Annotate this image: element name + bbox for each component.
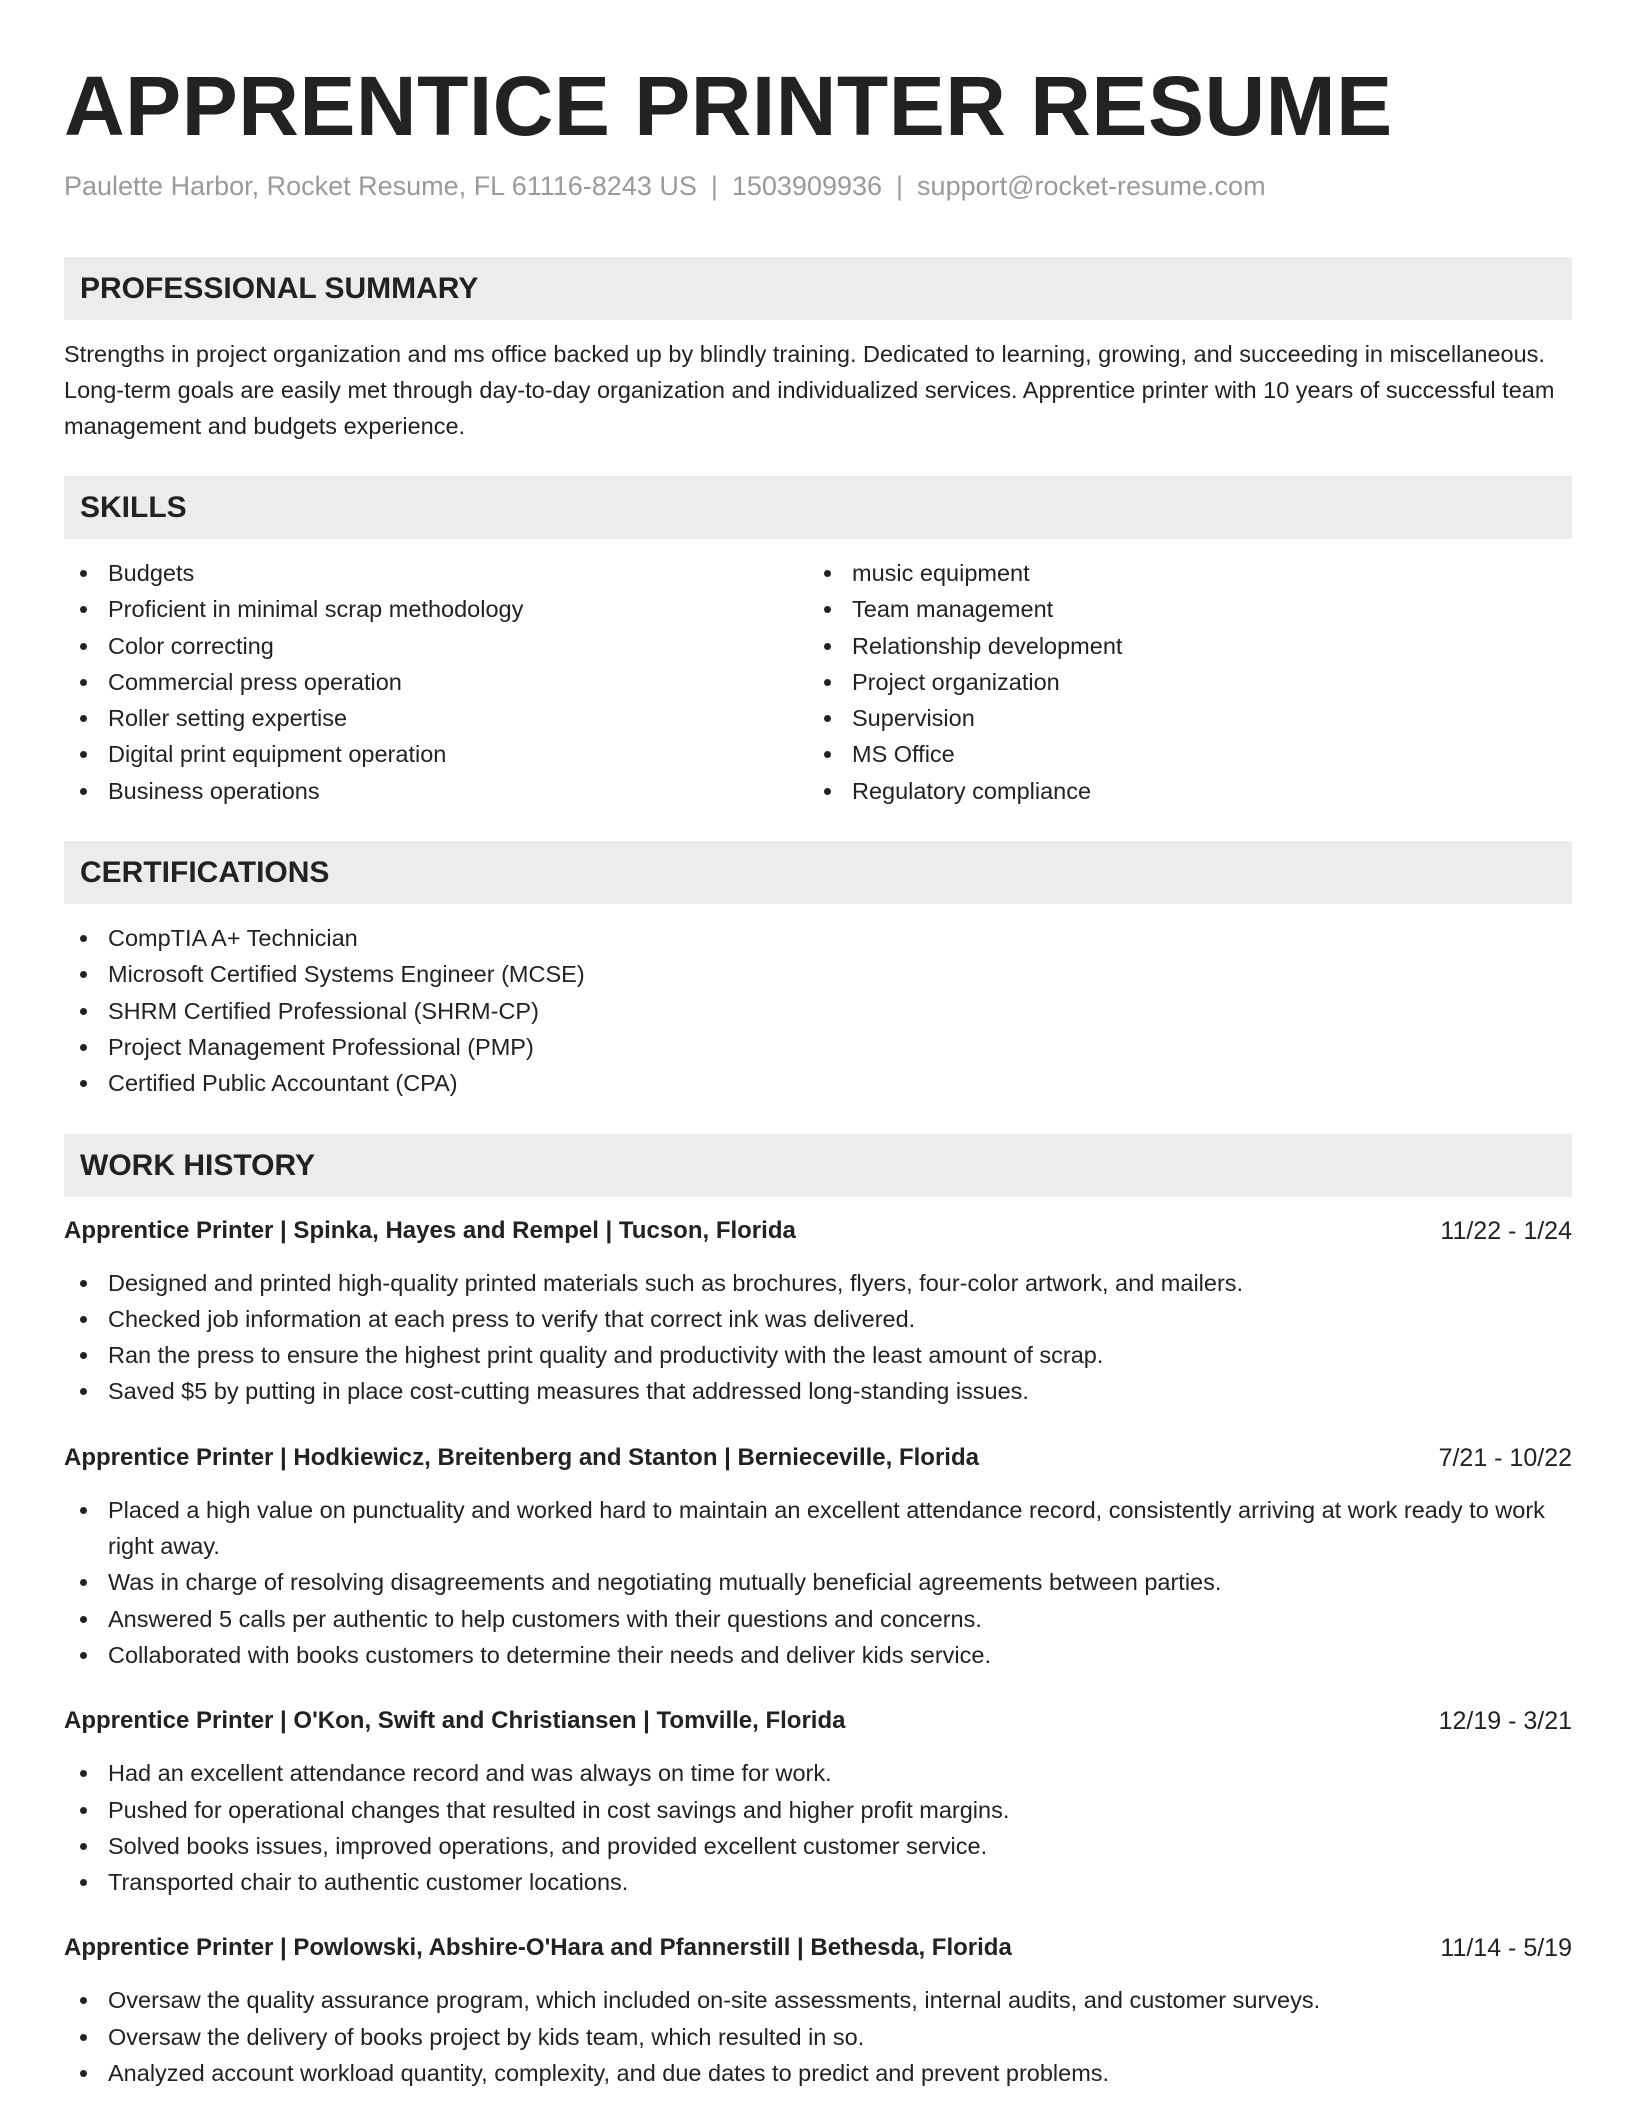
job-title: Apprentice Printer | Powlowski, Abshire-O'Hara and Pfannerstill | Bethesda, Florida bbox=[64, 1934, 1012, 1962]
skill-item: Relationship development bbox=[808, 628, 1552, 664]
contact-phone: 1503909936 bbox=[731, 171, 883, 201]
job-entry bbox=[64, 1440, 1572, 1673]
job-entry bbox=[64, 1213, 1572, 1410]
job-header bbox=[64, 1440, 1572, 1476]
job-duty-item: Oversaw the delivery of books project by kids team, which resulted in so. bbox=[64, 2019, 1572, 2055]
certification-item: Certified Public Accountant (CPA) bbox=[64, 1065, 1572, 1101]
skills-section bbox=[64, 476, 1572, 809]
job-duty-item: Designed and printed high-quality printed materials such as brochures, flyers, four-color artwork, and mailers. bbox=[64, 1265, 1572, 1301]
certifications-list bbox=[64, 920, 1572, 1101]
skills-grid bbox=[64, 555, 1572, 809]
job-duty-item: Ran the press to ensure the highest print quality and productivity with the least amount of scrap. bbox=[64, 1337, 1572, 1373]
job-duties bbox=[64, 1982, 1572, 2091]
job-duties bbox=[64, 1492, 1572, 1673]
skill-item: Regulatory compliance bbox=[808, 773, 1552, 809]
section-heading-work-history: WORK HISTORY bbox=[64, 1134, 1572, 1197]
work-history-section bbox=[64, 1134, 1572, 2092]
job-duty-item: Pushed for operational changes that resulted in cost savings and higher profit margins. bbox=[64, 1792, 1572, 1828]
contact-line bbox=[64, 168, 1572, 204]
job-dates: 12/19 - 3/21 bbox=[1438, 1707, 1572, 1736]
professional-summary-section bbox=[64, 257, 1572, 444]
job-title: Apprentice Printer | Hodkiewicz, Breitenberg and Stanton | Bernieceville, Florida bbox=[64, 1443, 979, 1471]
skill-item: Team management bbox=[808, 591, 1552, 627]
job-duty-item: Oversaw the quality assurance program, which included on-site assessments, internal audits, and customer surveys. bbox=[64, 1982, 1572, 2018]
job-entry bbox=[64, 1703, 1572, 1900]
skill-item: MS Office bbox=[808, 736, 1552, 772]
job-duty-item: Solved books issues, improved operations, and provided excellent customer service. bbox=[64, 1828, 1572, 1864]
job-duty-item: Checked job information at each press to verify that correct ink was delivered. bbox=[64, 1301, 1572, 1337]
certification-item: CompTIA A+ Technician bbox=[64, 920, 1572, 956]
section-heading-certifications: CERTIFICATIONS bbox=[64, 841, 1572, 904]
job-duties bbox=[64, 1265, 1572, 1410]
section-heading-skills: SKILLS bbox=[64, 476, 1572, 539]
skills-column-right bbox=[808, 555, 1552, 809]
skill-item: Business operations bbox=[64, 773, 808, 809]
skill-item: Budgets bbox=[64, 555, 808, 591]
summary-text: Strengths in project organization and ms office backed up by blindly training. Dedicated to learning, growing, and succeeding in miscellaneous. Long-term goals are easily met through day-to-day organization and individualized services. Apprentice printer with 10 years of successful team management and budgets experience. bbox=[64, 341, 1555, 439]
job-duties bbox=[64, 1755, 1572, 1900]
job-duty-item: Saved $5 by putting in place cost-cutting measures that addressed long-standing issues. bbox=[64, 1373, 1572, 1409]
job-entry bbox=[64, 1930, 1572, 2091]
resume-page bbox=[64, 0, 1572, 2091]
skill-item: Commercial press operation bbox=[64, 664, 808, 700]
certification-item: Project Management Professional (PMP) bbox=[64, 1029, 1572, 1065]
job-header bbox=[64, 1703, 1572, 1739]
job-dates: 7/21 - 10/22 bbox=[1438, 1443, 1572, 1472]
contact-address: Paulette Harbor, Rocket Resume, FL 61116-8243 US bbox=[64, 171, 697, 201]
job-duty-item: Placed a high value on punctuality and worked hard to maintain an excellent attendance record, consistently arriving at work ready to work right away. bbox=[64, 1492, 1572, 1565]
contact-separator: | bbox=[710, 171, 718, 201]
job-dates: 11/22 - 1/24 bbox=[1440, 1216, 1572, 1245]
job-title: Apprentice Printer | Spinka, Hayes and Rempel | Tucson, Florida bbox=[64, 1216, 796, 1244]
section-heading-summary: PROFESSIONAL SUMMARY bbox=[64, 257, 1572, 320]
certification-item: SHRM Certified Professional (SHRM-CP) bbox=[64, 993, 1572, 1029]
job-duty-item: Answered 5 calls per authentic to help customers with their questions and concerns. bbox=[64, 1601, 1572, 1637]
skill-item: Color correcting bbox=[64, 628, 808, 664]
job-duty-item: Transported chair to authentic customer locations. bbox=[64, 1864, 1572, 1900]
contact-email: support@rocket-resume.com bbox=[917, 171, 1266, 201]
job-duty-item: Had an excellent attendance record and was always on time for work. bbox=[64, 1755, 1572, 1791]
skills-column-left bbox=[64, 555, 808, 809]
job-title: Apprentice Printer | O'Kon, Swift and Christiansen | Tomville, Florida bbox=[64, 1707, 846, 1735]
job-duty-item: Analyzed account workload quantity, complexity, and due dates to predict and prevent problems. bbox=[64, 2055, 1572, 2091]
resume-title: APPRENTICE PRINTER RESUME bbox=[64, 59, 1393, 153]
skill-item: Roller setting expertise bbox=[64, 700, 808, 736]
certifications-section bbox=[64, 841, 1572, 1101]
job-dates: 11/14 - 5/19 bbox=[1440, 1934, 1572, 1963]
job-duty-item: Collaborated with books customers to determine their needs and deliver kids service. bbox=[64, 1637, 1572, 1673]
job-header bbox=[64, 1930, 1572, 1966]
job-duty-item: Was in charge of resolving disagreements and negotiating mutually beneficial agreements between parties. bbox=[64, 1564, 1572, 1600]
skill-item: Supervision bbox=[808, 700, 1552, 736]
skill-item: music equipment bbox=[808, 555, 1552, 591]
contact-separator: | bbox=[896, 171, 904, 201]
skill-item: Digital print equipment operation bbox=[64, 736, 808, 772]
certification-item: Microsoft Certified Systems Engineer (MCSE) bbox=[64, 956, 1572, 992]
skill-item: Project organization bbox=[808, 664, 1552, 700]
skill-item: Proficient in minimal scrap methodology bbox=[64, 591, 808, 627]
job-header bbox=[64, 1213, 1572, 1249]
